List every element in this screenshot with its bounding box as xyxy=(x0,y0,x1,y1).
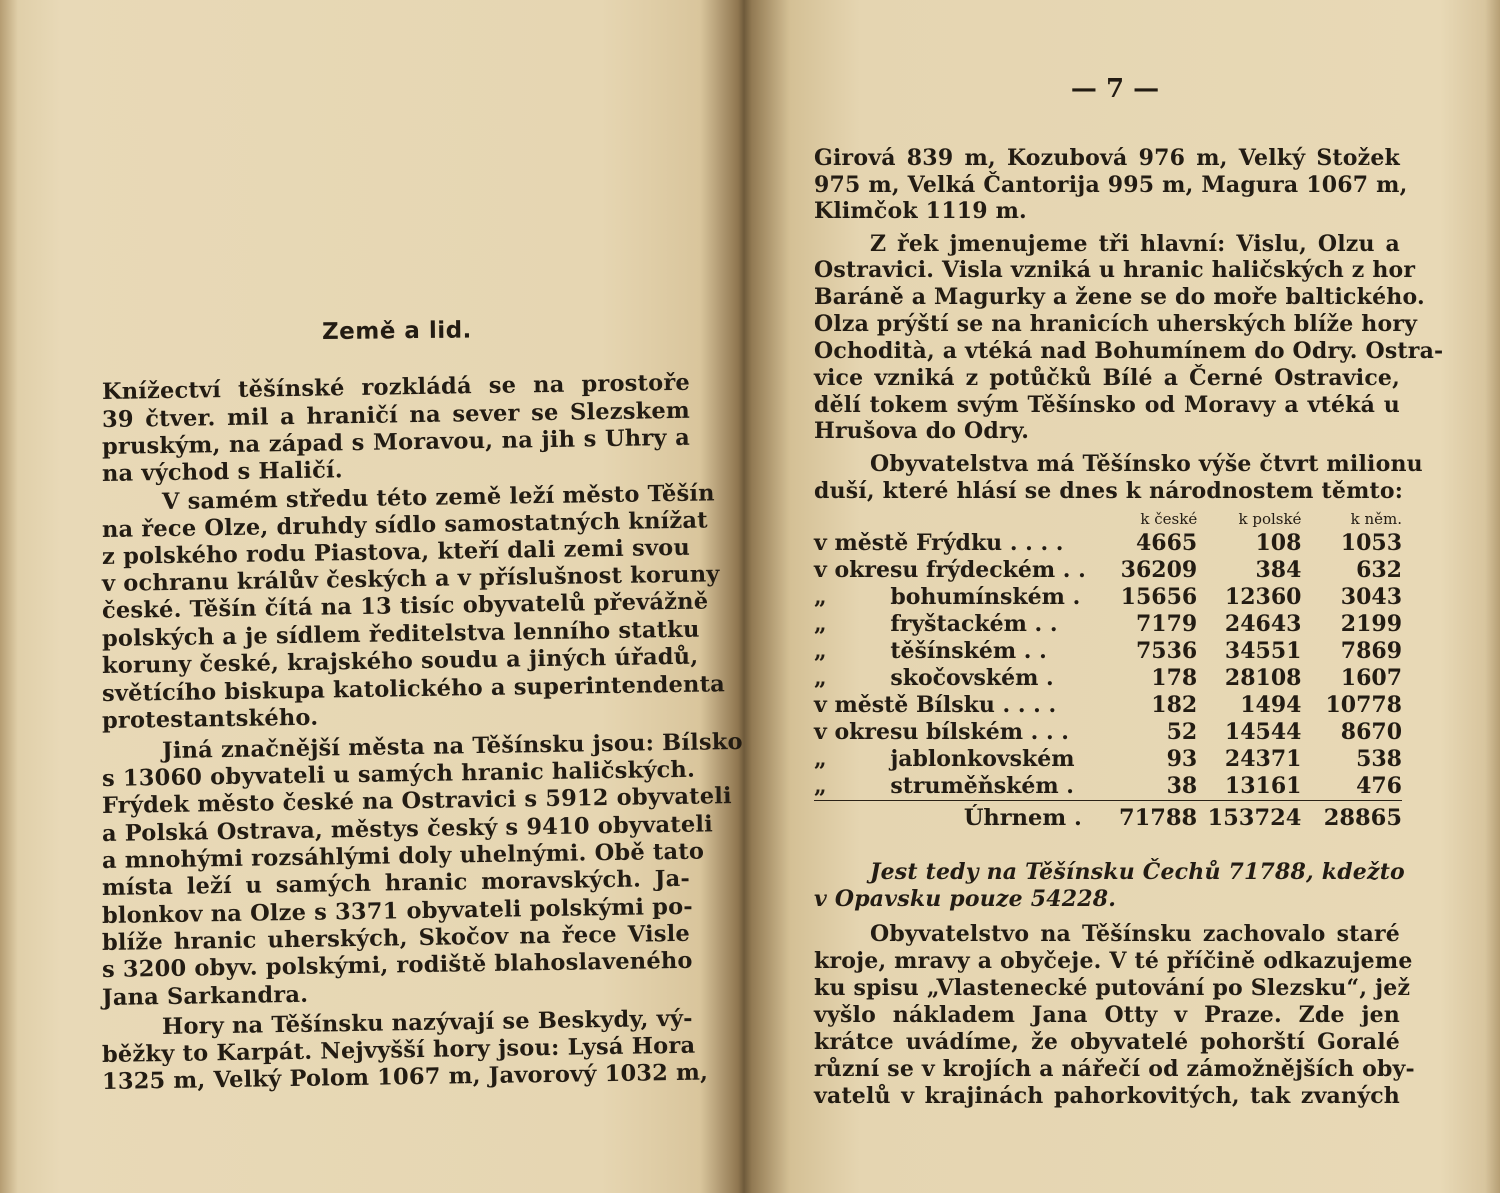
text-line: s 13060 obyvateli u samých hranic haličských. xyxy=(101,756,696,792)
table-row xyxy=(814,665,1402,692)
row-place: struměňském . xyxy=(890,773,1074,799)
table-header: k české xyxy=(1140,510,1198,528)
text-line: Hory na Těšínsku nazývají se Beskydy, vý- xyxy=(161,1005,693,1040)
table-row xyxy=(814,530,1402,557)
text-line: v Opavsku pouze 54228. xyxy=(814,886,1117,912)
value-german: 10778 xyxy=(1325,692,1402,718)
row-label xyxy=(814,557,1086,584)
row-place: jablonkovském xyxy=(890,746,1075,772)
row-prefix: „ xyxy=(814,584,827,610)
value-czech: 52 xyxy=(1166,719,1198,745)
value-german: 8670 xyxy=(1340,719,1402,745)
total-czech: 71788 xyxy=(1086,801,1197,833)
value-czech: 7536 xyxy=(1135,638,1198,664)
text-line: různí se v krojích a nářečí od zámožnějších oby- xyxy=(814,1056,1415,1082)
text-line: Jiná značnější města na Těšínsku jsou: Bílsko xyxy=(161,728,743,764)
value-czech: 36209 xyxy=(1120,557,1198,583)
table-header-row xyxy=(814,510,1402,530)
row-prefix: v xyxy=(814,692,827,718)
text-line: V samém středu této země leží město Těšín xyxy=(161,480,715,515)
text-line: Jest tedy na Těšínsku Čechů 71788, kdežto xyxy=(870,859,1405,885)
value-czech: 93 xyxy=(1166,746,1198,772)
table-row xyxy=(814,638,1402,665)
row-place: těšínském . . xyxy=(890,638,1047,664)
text-line: krátce uvádíme, že obyvatelé pohorští Goralé xyxy=(814,1029,1400,1055)
page-number: — 7 — xyxy=(1070,74,1160,104)
text-line: Knížectví těšínské rozkládá se na prostoře xyxy=(101,369,691,405)
text-line: vatelů v krajinách pahorkovitých, tak zvaných xyxy=(814,1083,1400,1109)
row-place: fryštackém . . xyxy=(890,611,1058,637)
text-line: ku spisu „Vlastenecké putování po Slezsku“, jež xyxy=(814,975,1411,1001)
text-line: Hrušova do Odry. xyxy=(814,418,1030,444)
value-polish: 108 xyxy=(1255,530,1302,556)
row-place: bohumínském . xyxy=(890,584,1081,610)
row-prefix: v xyxy=(814,530,827,556)
text-line: 1325 m, Velký Polom 1067 m, Javorový 1032 m, xyxy=(101,1059,709,1095)
table-total-row xyxy=(814,801,1402,833)
text-line: Baráně a Magurky a žene se do moře baltického. xyxy=(814,284,1425,310)
text-line: české. Těšín čítá na 13 tisíc obyvatelů převážně xyxy=(101,588,709,624)
total-label: Úhrnem . xyxy=(814,801,1086,833)
row-prefix: „ xyxy=(814,638,827,664)
value-german: 476 xyxy=(1356,773,1402,799)
table-row xyxy=(814,692,1402,719)
text-line: Z řek jmenujeme tři hlavní: Vislu, Olzu a xyxy=(870,231,1400,257)
table-row xyxy=(814,746,1402,773)
value-czech: 178 xyxy=(1151,665,1198,691)
text-line: Frýdek město české na Ostravici s 5912 obyvateli xyxy=(101,783,732,819)
text-line: Obyvatelstvo na Těšínsku zachovalo staré xyxy=(870,921,1400,947)
nationality-table xyxy=(814,510,1402,832)
text-line: v ochranu králův českých a v příslušnost koruny xyxy=(101,561,720,597)
table-row xyxy=(814,584,1402,611)
text-line: na řece Olze, druhdy sídlo samostatných knížat xyxy=(101,507,708,543)
text-line: protestantského. xyxy=(101,704,319,734)
row-place: okresu frýdeckém . . xyxy=(834,557,1086,583)
table-row xyxy=(814,611,1402,638)
value-czech: 7179 xyxy=(1135,611,1198,637)
text-line: vyšlo nákladem Jana Otty v Praze. Zde jen xyxy=(814,1002,1400,1028)
row-label xyxy=(814,665,1086,692)
table-row xyxy=(814,719,1402,746)
text-line: s 3200 obyv. polskými, rodiště blahoslaveného xyxy=(101,947,693,983)
value-polish: 14544 xyxy=(1224,719,1302,745)
row-prefix: „ xyxy=(814,665,827,691)
value-polish: 34551 xyxy=(1224,638,1302,664)
text-line: Ostravici. Visla vzniká u hranic haličských z hor xyxy=(814,257,1416,283)
value-german: 632 xyxy=(1356,557,1402,583)
text-line: 39 čtver. mil a hraničí na sever se Slezskem xyxy=(101,397,691,433)
text-line: kroje, mravy a obyčeje. V té příčině odkazujeme xyxy=(814,948,1413,974)
text-line: z polského rodu Piastova, kteří dali zemi svou xyxy=(101,534,691,570)
value-polish: 24643 xyxy=(1224,611,1302,637)
total-polish: 153724 xyxy=(1197,801,1301,833)
text-line: Klimčok 1119 m. xyxy=(814,198,1027,224)
row-label xyxy=(814,692,1086,719)
total-german: 28865 xyxy=(1301,801,1402,833)
row-label xyxy=(814,611,1086,638)
table-row xyxy=(814,557,1402,584)
value-german: 538 xyxy=(1356,746,1402,772)
table-row xyxy=(814,773,1402,801)
text-line: Ochodità, a vtéká nad Bohumínem do Odry. Ostra- xyxy=(814,338,1444,364)
text-line: světícího biskupa katolického a superintendenta xyxy=(101,671,726,707)
row-place: okresu bílském . . . xyxy=(834,719,1069,745)
table-header: k něm. xyxy=(1350,510,1402,528)
text-line: místa leží u samých hranic moravských. Ja- xyxy=(101,865,691,901)
value-german: 3043 xyxy=(1340,584,1402,610)
value-german: 1607 xyxy=(1340,665,1402,691)
text-line: a mnohými rozsáhlými doly uhelnými. Obě tato xyxy=(101,838,705,874)
row-label xyxy=(814,638,1086,665)
chapter-heading: Země a lid. xyxy=(321,317,472,346)
value-czech: 15656 xyxy=(1120,584,1198,610)
value-polish: 24371 xyxy=(1224,746,1302,772)
text-line: duší, které hlásí se dnes k národnostem těmto: xyxy=(814,478,1404,504)
row-prefix: „ xyxy=(814,746,827,772)
text-line: pruským, na západ s Moravou, na jih s Uhry a xyxy=(101,424,691,460)
text-line: vice vzniká z potůčků Bílé a Černé Ostravice, xyxy=(814,365,1400,391)
row-prefix: v xyxy=(814,557,827,583)
text-line: a Polská Ostrava, městys český s 9410 obyvateli xyxy=(101,811,714,847)
row-place: skočovském . xyxy=(890,665,1054,691)
row-prefix: „ xyxy=(814,611,827,637)
value-czech: 38 xyxy=(1166,773,1198,799)
value-czech: 182 xyxy=(1151,692,1198,718)
text-line: blíže hranic uherských, Skočov na řece Visle xyxy=(101,920,691,956)
text-line: blonkov na Olze s 3371 obyvateli polskými po- xyxy=(101,893,694,929)
value-polish: 12360 xyxy=(1224,584,1302,610)
text-line: Olza prýští se na hranicích uherských blíže hory xyxy=(814,311,1418,337)
text-line: polských a je sídlem ředitelstva lenního statku xyxy=(101,616,700,652)
row-prefix: „ xyxy=(814,773,827,799)
row-label xyxy=(814,719,1086,746)
value-polish: 13161 xyxy=(1224,773,1302,799)
row-prefix: v xyxy=(814,719,827,745)
value-german: 1053 xyxy=(1340,530,1402,556)
table-header: k polské xyxy=(1238,510,1302,528)
text-line: Jana Sarkandra. xyxy=(101,981,309,1011)
right-page xyxy=(748,0,1500,1193)
row-place: městě Frýdku . . . . xyxy=(834,530,1064,556)
text-line: běžky to Karpát. Nejvyšší hory jsou: Lysá Hora xyxy=(101,1032,696,1068)
value-german: 7869 xyxy=(1340,638,1402,664)
row-label xyxy=(814,584,1086,611)
table-header xyxy=(814,510,1086,530)
value-polish: 1494 xyxy=(1240,692,1302,718)
row-place: městě Bílsku . . . . xyxy=(834,692,1057,718)
left-page xyxy=(0,0,743,1193)
row-label xyxy=(814,773,1086,801)
text-line: Girová 839 m, Kozubová 976 m, Velký Stožek xyxy=(814,145,1400,171)
text-line: 975 m, Velká Čantorija 995 m, Magura 1067 m, xyxy=(814,172,1408,198)
text-line: na východ s Haličí. xyxy=(101,457,344,487)
row-label xyxy=(814,530,1086,557)
text-line: dělí tokem svým Těšínsko od Moravy a vtéká u xyxy=(814,392,1400,418)
value-german: 2199 xyxy=(1340,611,1402,637)
value-polish: 28108 xyxy=(1224,665,1302,691)
text-line: Obyvatelstva má Těšínsko výše čtvrt milionu xyxy=(870,451,1423,477)
text-line: koruny české, krajského soudu a jiných úřadů, xyxy=(101,643,699,679)
value-czech: 4665 xyxy=(1135,530,1198,556)
row-label xyxy=(814,746,1086,773)
value-polish: 384 xyxy=(1255,557,1302,583)
